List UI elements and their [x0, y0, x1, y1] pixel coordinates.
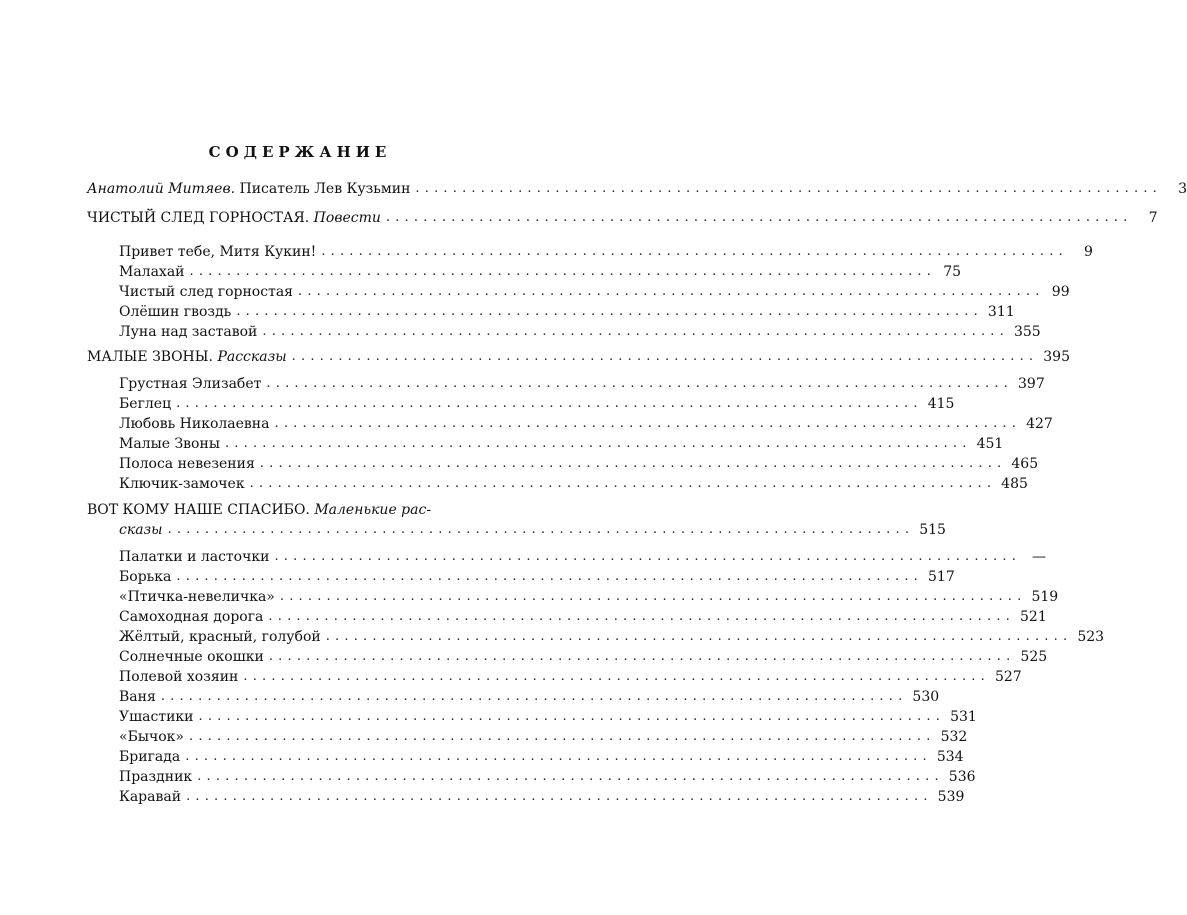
item-title: Бригада: [119, 749, 181, 765]
toc-intro: [87, 179, 1187, 199]
toc-item: [119, 474, 1028, 494]
toc-item: [119, 727, 968, 747]
page-number: 534: [936, 749, 964, 765]
page-number: 7: [1148, 210, 1158, 226]
leader-dots: ................................................................................: [259, 456, 1007, 471]
page-number: 532: [940, 729, 968, 745]
page-number: 527: [994, 669, 1022, 685]
leader-dots: ................................................................................: [186, 789, 933, 804]
leader-dots: ................................................................................: [266, 376, 1013, 391]
item-title: Полоса невезения: [119, 456, 255, 472]
leader-dots: ................................................................................: [176, 569, 923, 584]
item-title: Жёлтый, красный, голубой: [119, 629, 321, 645]
toc-item: [119, 394, 955, 414]
page-number: 485: [1001, 476, 1028, 492]
toc-item: [119, 322, 1041, 342]
leader-dots: ................................................................................: [185, 749, 932, 764]
leader-dots: ................................................................................: [279, 589, 1027, 604]
leader-dots: ................................................................................: [160, 689, 908, 704]
leader-dots: ................................................................................: [321, 244, 1068, 259]
leader-dots: ................................................................................: [268, 609, 1015, 624]
item-title: Ваня: [119, 689, 156, 705]
intro-author: Анатолий Митяев.: [87, 181, 236, 197]
page-title: СОДЕРЖАНИЕ: [208, 143, 392, 161]
toc-item: [119, 767, 976, 787]
leader-dots: ................................................................................: [274, 416, 1022, 431]
leader-dots: ................................................................................: [224, 436, 972, 451]
leader-dots: ................................................................................: [325, 629, 1073, 644]
leader-dots: ................................................................................: [385, 210, 1133, 225]
page-number: 75: [943, 264, 962, 280]
toc-item: [119, 454, 1039, 474]
leader-dots: ................................................................................: [198, 709, 946, 724]
leader-dots: ................................................................................: [291, 349, 1039, 364]
page-number: 3: [1178, 181, 1187, 197]
section-title: МАЛЫЕ ЗВОНЫ.: [87, 349, 213, 365]
toc-item: [119, 627, 1105, 647]
page-number: 465: [1011, 456, 1039, 472]
toc-item: [119, 547, 1047, 567]
toc-intro-title: [87, 179, 410, 199]
toc-item: [119, 282, 1070, 302]
toc-item: [119, 434, 1004, 454]
item-title: Борька: [119, 569, 172, 585]
section-subtitle: Маленькие рас-: [309, 502, 432, 518]
page-number: 355: [1013, 324, 1041, 340]
leader-dots: ................................................................................: [262, 324, 1009, 339]
item-title: «Бычок»: [119, 729, 184, 745]
toc-item: [119, 242, 1093, 262]
toc-item: [119, 567, 955, 587]
item-title: Чистый след горностая: [119, 284, 294, 300]
page-number: 523: [1077, 629, 1105, 645]
page-number: 539: [937, 789, 965, 805]
section-heading-continuation: [119, 520, 946, 540]
toc-item: [119, 647, 1048, 667]
leader-dots: ................................................................................: [189, 729, 936, 744]
item-title: Любовь Николаевна: [119, 416, 270, 432]
leader-dots: ................................................................................: [298, 284, 1045, 299]
toc-item: [119, 687, 940, 707]
leader-dots: ................................................................................: [236, 304, 983, 319]
item-title: Малахай: [119, 264, 185, 280]
toc-item: [119, 747, 964, 767]
page-number: 415: [927, 396, 955, 412]
item-title: Ключик-замочек: [119, 476, 245, 492]
page-number: 395: [1043, 349, 1070, 365]
section-title: ВОТ КОМУ НАШЕ СПАСИБО.: [87, 502, 310, 518]
leader-dots: ................................................................................: [197, 769, 944, 784]
page-number: 451: [976, 436, 1004, 452]
leader-dots: ................................................................................: [274, 549, 1022, 564]
page-number: 531: [950, 709, 977, 725]
item-title: «Птичка-невеличка»: [119, 589, 275, 605]
page-number: 517: [928, 569, 955, 585]
section-heading: [87, 208, 1158, 228]
item-title: Полевой хозяин: [119, 669, 239, 685]
item-title: Каравай: [119, 789, 182, 805]
item-title: Солнечные окошки: [119, 649, 264, 665]
page-number: 530: [912, 689, 940, 705]
toc-item: [119, 374, 1045, 394]
leader-dots: ................................................................................: [268, 649, 1016, 664]
page-number: 519: [1031, 589, 1059, 605]
section-subtitle-cont: сказы: [119, 522, 163, 538]
leader-dots: ................................................................................: [167, 522, 915, 537]
section-subtitle: Повести: [309, 210, 381, 226]
toc-item: [119, 414, 1053, 434]
page-number: 397: [1018, 376, 1045, 392]
page-number: 427: [1026, 416, 1053, 432]
toc-item: [119, 707, 977, 727]
toc-item: [119, 787, 965, 807]
page-number: 515: [919, 522, 946, 538]
item-title: Олёшин гвоздь: [119, 304, 232, 320]
page-number: 525: [1020, 649, 1048, 665]
leader-dots: ................................................................................: [243, 669, 990, 684]
item-title: Луна над заставой: [119, 324, 258, 340]
toc-item: [119, 587, 1059, 607]
page-number: 311: [987, 304, 1015, 320]
toc-item: [119, 262, 962, 282]
section-subtitle: Рассказы: [213, 349, 287, 365]
section-heading: [87, 500, 487, 520]
item-title: Малые Звоны: [119, 436, 220, 452]
item-title: Самоходная дорога: [119, 609, 264, 625]
toc-item: [119, 302, 1015, 322]
leader-dots: ................................................................................: [189, 264, 937, 279]
item-title: Ушастики: [119, 709, 194, 725]
toc-item: [119, 667, 1022, 687]
page-number: 536: [948, 769, 976, 785]
item-title: Праздник: [119, 769, 193, 785]
page-number: 99: [1051, 284, 1070, 300]
page-number: —: [1032, 549, 1047, 565]
item-title: Привет тебе, Митя Кукин!: [119, 244, 317, 260]
toc-item: [119, 607, 1047, 627]
section-title: ЧИСТЫЙ СЛЕД ГОРНОСТАЯ.: [87, 210, 310, 226]
item-title: Палатки и ласточки: [119, 549, 270, 565]
intro-text: Писатель Лев Кузьмин: [235, 181, 411, 197]
section-heading: [87, 347, 1070, 367]
leader-dots: ................................................................................: [249, 476, 997, 491]
item-title: Беглец: [119, 396, 172, 412]
item-title: Грустная Элизабет: [119, 376, 262, 392]
page-number: 9: [1083, 244, 1093, 260]
leader-dots: ................................................................................: [415, 181, 1163, 196]
page-number: 521: [1020, 609, 1047, 625]
leader-dots: ................................................................................: [176, 396, 923, 411]
